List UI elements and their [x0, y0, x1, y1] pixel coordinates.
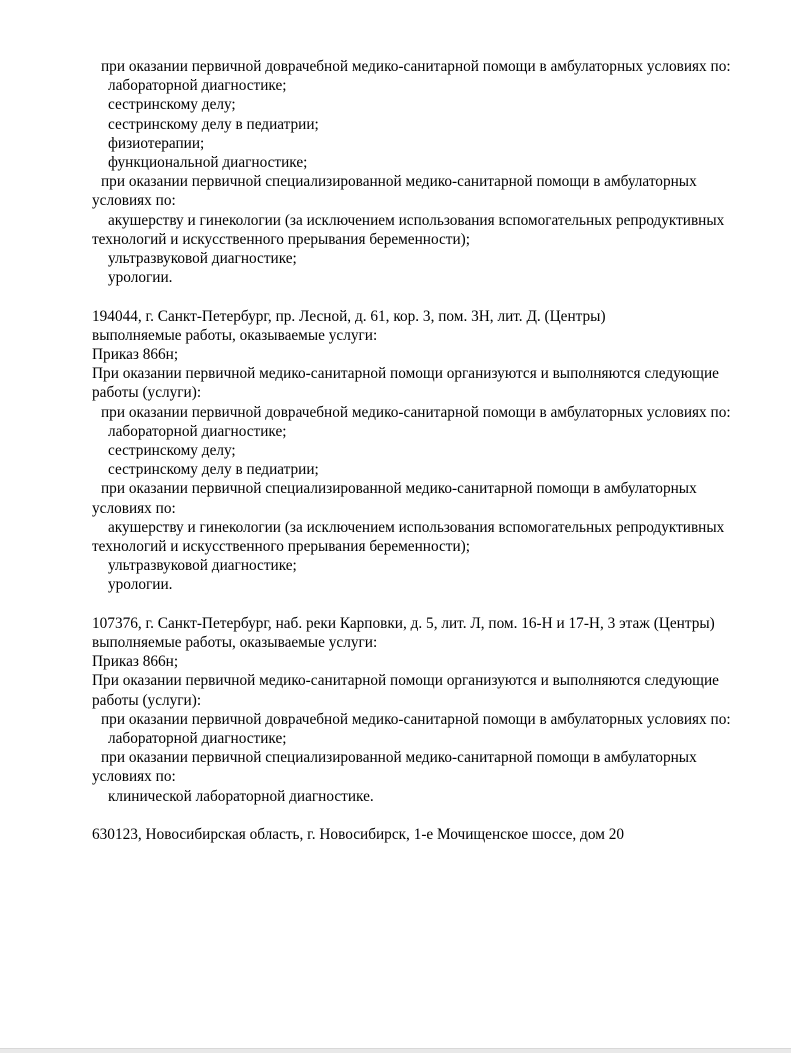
- paragraph: при оказании первичной доврачебной медико-санитарной помощи в амбулаторных условиях по:: [101, 710, 731, 728]
- paragraph: ультразвуковой диагностике;: [108, 250, 297, 268]
- horizontal-scrollbar[interactable]: [0, 1048, 791, 1053]
- paragraph: 107376, г. Санкт-Петербург, наб. реки Карповки, д. 5, лит. Л, пом. 16-Н и 17-Н, 3 этаж (Центры): [92, 614, 715, 632]
- paragraph: лабораторной диагностике;: [108, 730, 287, 748]
- paragraph: акушерству и гинекологии (за исключением использования вспомогательных репродуктивных технологий и искусственного прерывания беременности);: [92, 518, 725, 556]
- paragraph: при оказании первичной доврачебной медико-санитарной помощи в амбулаторных условиях по:: [101, 58, 731, 75]
- paragraph: урологии.: [108, 576, 173, 594]
- paragraph: при оказании первичной специализированной медико-санитарной помощи в амбулаторных условиях по:: [92, 173, 697, 210]
- document-section: [92, 614, 755, 806]
- paragraph: лабораторной диагностике;: [108, 77, 287, 95]
- paragraph: сестринскому делу;: [108, 96, 236, 114]
- paragraph: выполняемые работы, оказываемые услуги:: [92, 634, 378, 652]
- paragraph: функциональной диагностике;: [108, 154, 308, 172]
- paragraph: При оказании первичной медико-санитарной помощи организуются и выполняются следующие работы (услуги):: [92, 672, 719, 709]
- paragraph: 630123, Новосибирская область, г. Новосибирск, 1-е Мочищенское шоссе, дом 20: [92, 826, 624, 844]
- paragraph: клинической лабораторной диагностике.: [108, 787, 374, 805]
- paragraph: физиотерапии;: [108, 134, 205, 152]
- paragraph: урологии.: [108, 269, 173, 287]
- paragraph: при оказании первичной специализированной медико-санитарной помощи в амбулаторных условиях по:: [92, 749, 697, 786]
- paragraph: 194044, г. Санкт-Петербург, пр. Лесной, д. 61, кор. 3, пом. 3Н, лит. Д. (Центры): [92, 307, 606, 325]
- paragraph: сестринскому делу;: [108, 442, 236, 460]
- paragraph: Приказ 866н;: [92, 653, 179, 671]
- document-section: [92, 57, 755, 287]
- paragraph: ультразвуковой диагностике;: [108, 557, 297, 575]
- document-section: [92, 825, 755, 844]
- paragraph: При оказании первичной медико-санитарной помощи организуются и выполняются следующие работы (услуги):: [92, 365, 719, 402]
- document-body: [92, 57, 755, 844]
- paragraph: Приказ 866н;: [92, 346, 179, 364]
- paragraph: сестринскому делу в педиатрии;: [108, 461, 319, 479]
- paragraph: при оказании первичной доврачебной медико-санитарной помощи в амбулаторных условиях по:: [101, 403, 731, 421]
- paragraph: сестринскому делу в педиатрии;: [108, 115, 319, 133]
- paragraph: при оказании первичной специализированной медико-санитарной помощи в амбулаторных условиях по:: [92, 480, 697, 517]
- paragraph: выполняемые работы, оказываемые услуги:: [92, 326, 378, 344]
- document-section: [92, 307, 755, 595]
- paragraph: лабораторной диагностике;: [108, 422, 287, 440]
- paragraph: акушерству и гинекологии (за исключением использования вспомогательных репродуктивных технологий и искусственного прерывания беременности);: [92, 211, 725, 248]
